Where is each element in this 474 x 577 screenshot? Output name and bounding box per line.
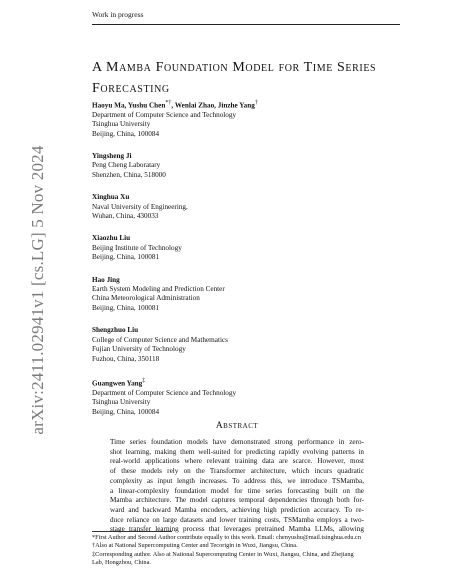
abstract-line: Mamba architecture. The model captures temporal dependencies through both for- [110,496,364,505]
affiliation-line: Beijing, China, 100084 [92,407,160,416]
author-mark: *† [165,100,172,106]
abstract-line: complexity as input length increases. To address this, we introduce TSMamba, [110,476,364,485]
abstract-line: of these models rely on the Transformer architecture, which incurs quadratic [110,467,364,476]
footnote-rule [92,531,172,532]
author-block [92,377,412,417]
abstract-heading: Abstract [215,421,259,431]
title-line: A Mamba Foundation Model for Time Series [92,60,377,75]
author-block [92,152,412,180]
affiliation-line: China Meteorological Administration [92,294,200,303]
affiliation-line: Department of Computer Science and Technology [92,110,237,119]
author-name: Xinghua Xu [92,193,130,202]
author-name: Xiaozhu Liu [92,234,131,243]
abstract-line: duce reliance on large datasets and lower training costs, TSMamba employs a two- [110,515,364,524]
author-name: Hao Jing [92,275,120,284]
affiliation-line: Beijing Institute of Technology [92,243,182,252]
abstract-line: real-world applications where relevant training data are scarce. However, most [110,457,364,466]
affiliation-line: Fujian University of Technology [92,345,186,354]
affiliation-line: College of Computer Science and Mathematics [92,335,228,344]
affiliation-line: Earth System Modeling and Prediction Center [92,285,225,294]
author-mark: † [254,100,258,106]
author-block [92,234,412,262]
author-block [92,193,412,221]
abstract-line: a linear-complexity foundation model for time series forecasting built on the [110,486,364,495]
author-block [92,99,412,139]
title-line: Forecasting [92,81,170,96]
running-header: Work in progress [92,10,144,19]
arxiv-sidebar [28,145,48,435]
arxiv-identifier: arXiv:2411.02941v1 [cs.LG] 5 Nov 2024 [28,145,47,435]
affiliation-line: Beijing, China, 100081 [92,303,160,312]
footnotes [92,534,402,567]
affiliation-line: Peng Cheng Laboratary [92,161,161,170]
affiliation-line: Fuzhou, China, 350118 [92,354,160,363]
abstract-line: ward and backward Mamba encoders, achieving high prediction accuracy. To re- [110,505,364,514]
affiliation-line: Tsinghua University [92,120,151,129]
affiliation-line: Department of Computer Science and Technology [92,388,237,397]
author-mark: ‡ [142,377,146,384]
author-block [92,326,412,364]
affiliation-line: Shenzhen, China, 518000 [92,170,166,179]
abstract-body [110,438,364,535]
author-name: Haoyu Ma, Yushu Chen [92,101,166,110]
abstract-line: Time series foundation models have demonstrated strong performance in zero- [110,438,364,446]
author-list [92,99,412,430]
author-name: Yingsheng Ji [92,152,132,161]
author-name: Guangwen Yang [92,379,143,388]
author-name: Shengzhuo Liu [92,326,139,335]
affiliation-line: Beijing, China, 100081 [92,253,160,262]
author-block [92,276,412,314]
footnote: ‡Corresponding author. Also at National Supercomputing Center in Wuxi, Jiangsu, China, and Zhejiang [92,550,354,558]
abstract-line: stage transfer learning process that leverages pretrained Mamba LLMs, allowing [110,525,364,534]
affiliation-line: Tsinghua University [92,398,151,407]
footnote: *First Author and Second Author contribute equally to this work. Email: chenyushu@mail.tsinghua.edu.cn [92,534,362,541]
affiliation-line: Beijing, China, 100084 [92,129,160,138]
header-rule [92,24,400,25]
footnote: Lab, Hongzhou, China. [92,558,151,566]
paper-title [92,57,412,99]
affiliation-line: Naval University of Engineering, [92,202,188,211]
abstract-line: shot learning, making them well-suited for predicting rapidly evolving patterns in [110,447,364,456]
footnote: †Also at National Supercomputing Center and Tecorigin in Wuxi, Jiangsu, China. [92,542,298,550]
affiliation-line: Wuhan, China, 430033 [92,212,159,221]
author-name: , Wenlai Zhao, Jinzhe Yang [171,101,255,110]
